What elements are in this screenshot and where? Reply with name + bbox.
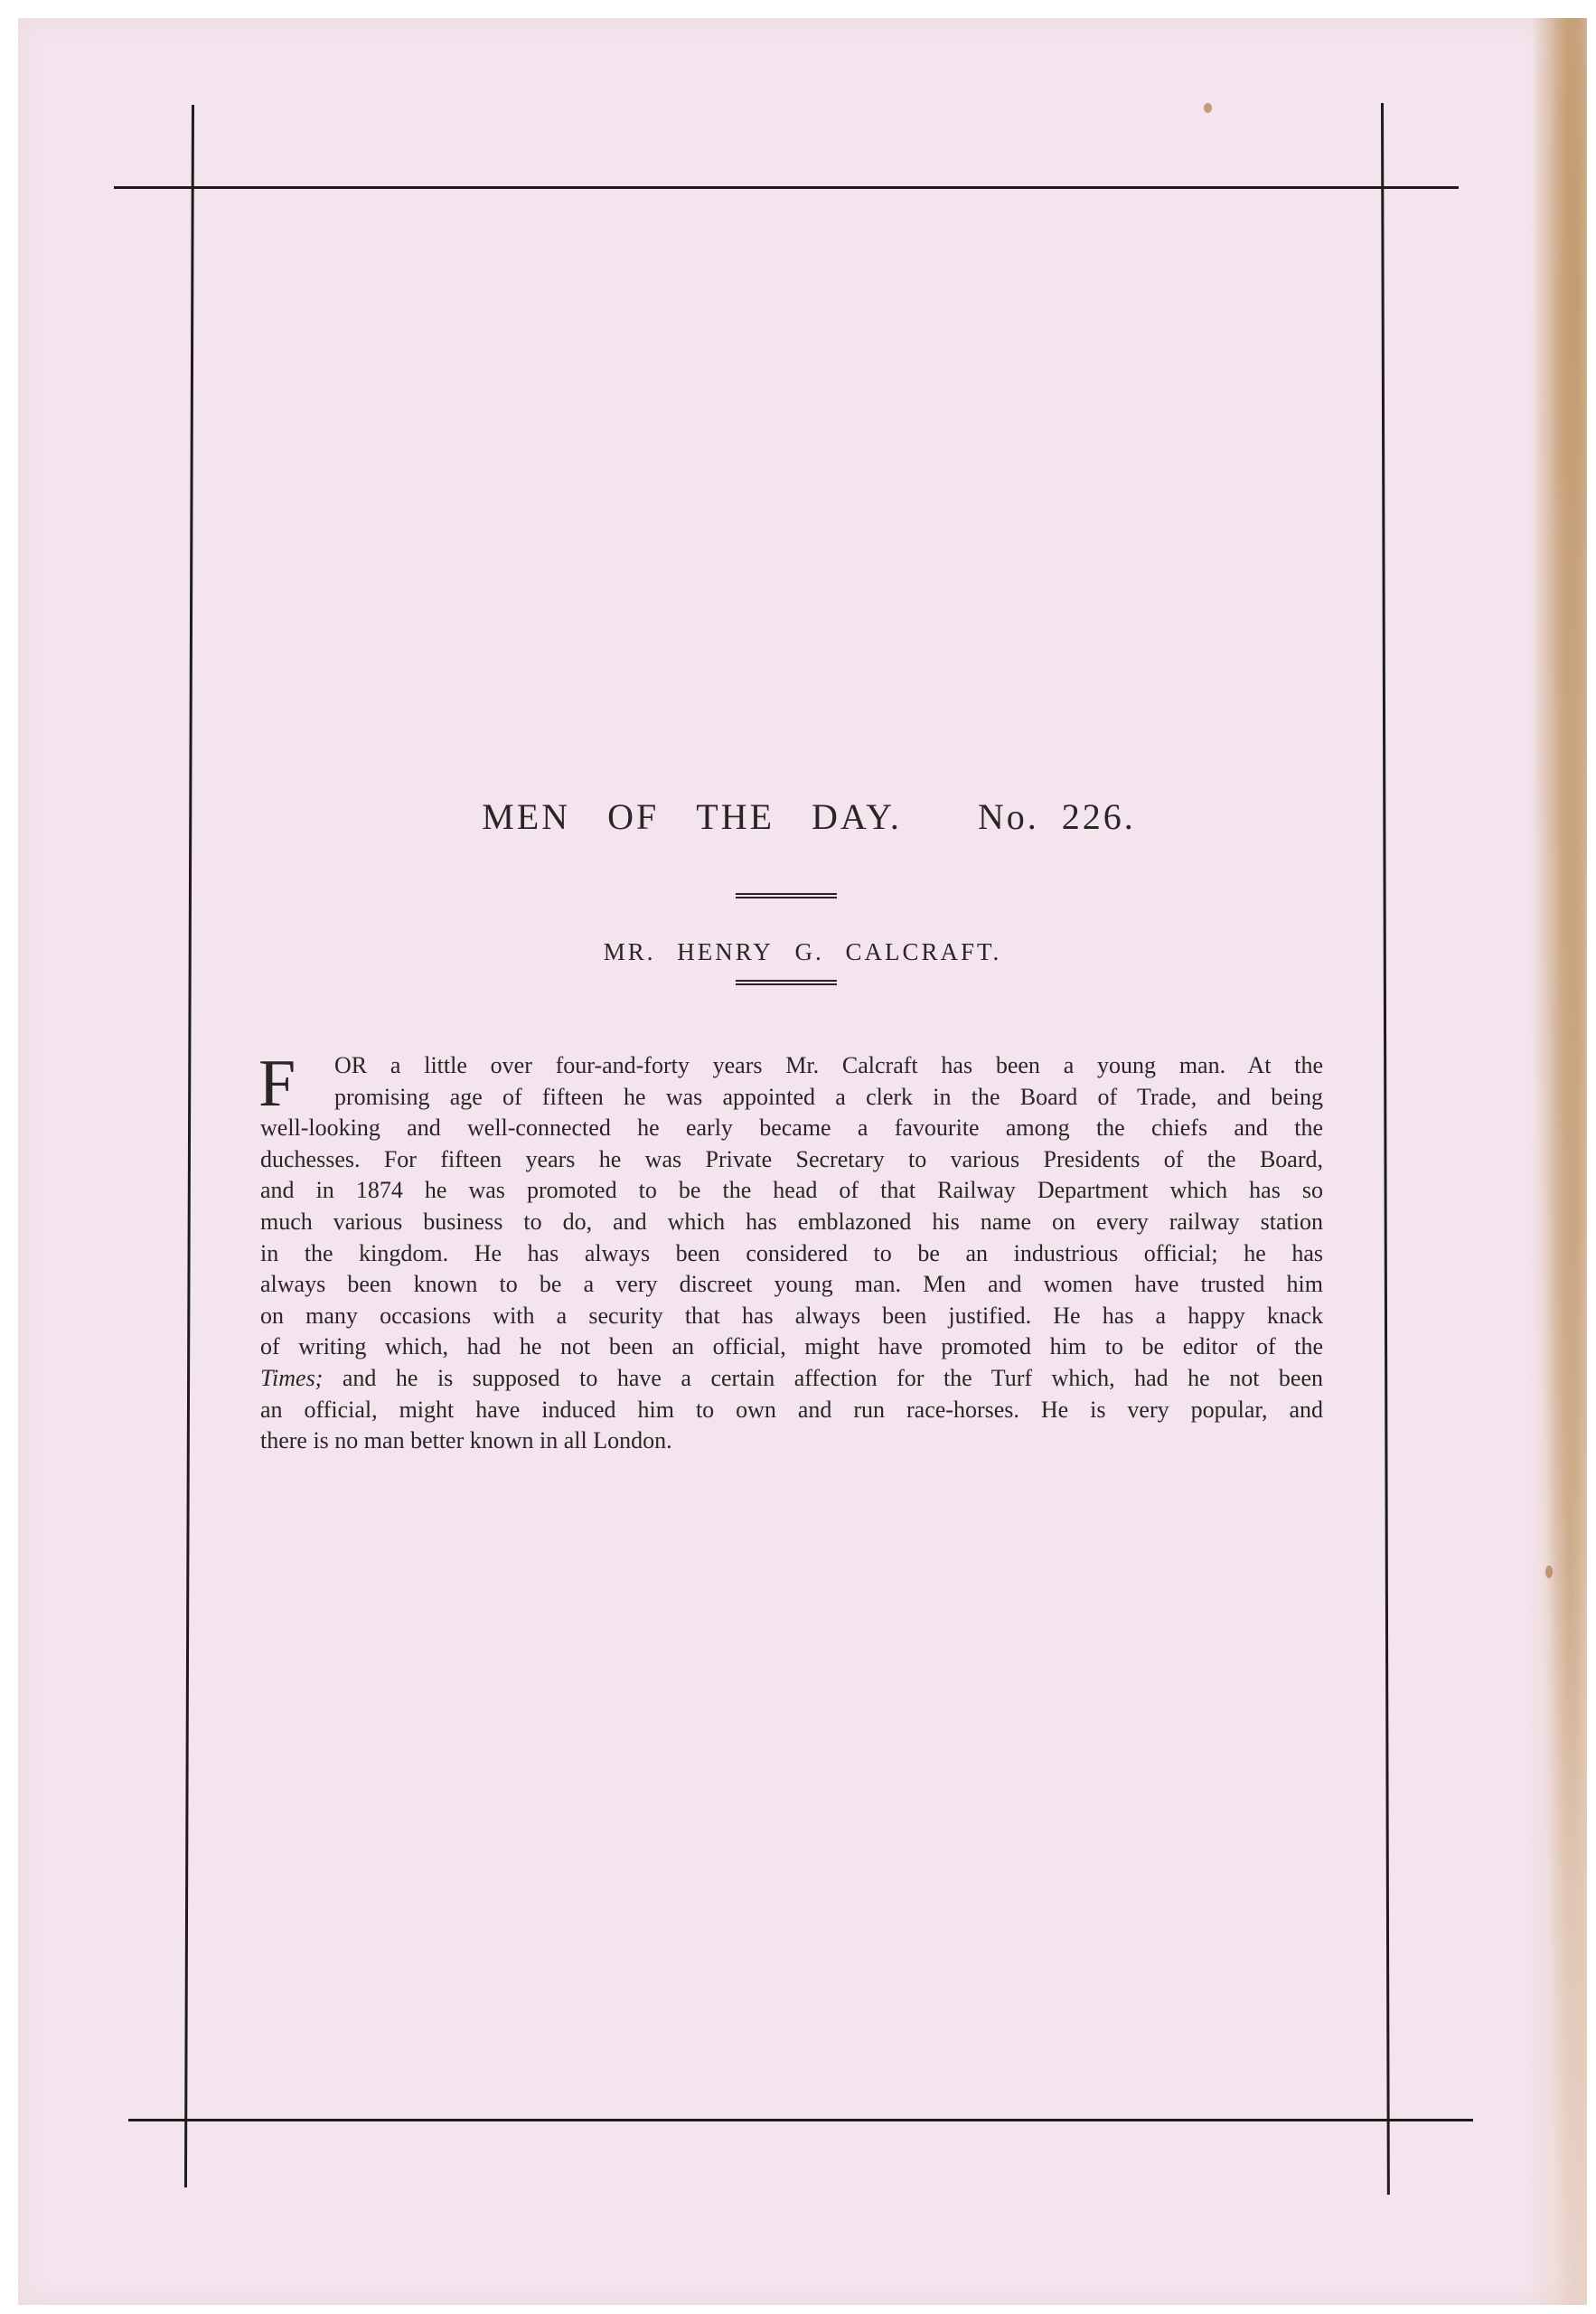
foxing-spot [1545, 1566, 1553, 1578]
article-line: promising age of fifteen he was appointed a clerk in the Board of Trade, and being [334, 1083, 1323, 1110]
paper-foxing [1524, 18, 1587, 2305]
frame-bottom-rule [128, 2119, 1473, 2121]
article-line: OR a little over four-and-forty years Mr. Calcraft has been a young man. At the [334, 1052, 1323, 1078]
subject-word: CALCRAFT. [845, 938, 1002, 965]
page-title [18, 795, 1587, 838]
article-line: in the kingdom. He has always been considered to be an industrious official; he has [260, 1239, 1323, 1266]
title-word: DAY. [812, 796, 902, 837]
frame-top-rule [114, 186, 1459, 189]
article-body [258, 1047, 1324, 1457]
foxing-spot [1204, 103, 1212, 113]
subject-name [18, 938, 1587, 966]
article-line: duchesses. For fifteen years he was Private Secretary to various Presidents of the Board, [260, 1145, 1323, 1172]
subject-double-rule [736, 980, 837, 985]
article-line: of writing which, had he not been an official, might have promoted him to be editor of the [260, 1333, 1323, 1360]
title-word: THE [696, 796, 775, 837]
frame-left-rule [184, 105, 194, 2187]
article-line: an official, might have induced him to own and run race-horses. He is very popular, and [260, 1396, 1323, 1423]
article-line: and in 1874 he was promoted to be the head of that Railway Department which has so [260, 1177, 1323, 1204]
subject-word: G. [794, 938, 824, 965]
article-line-rest: and he is supposed to have a certain affection for the Turf which, had he not been [342, 1364, 1324, 1391]
article-line: well-looking and well-connected he early became a favourite among the chiefs and the [260, 1115, 1323, 1142]
article-line: on many occasions with a security that has always been justified. He has a happy knack [260, 1302, 1323, 1329]
drop-cap: F [258, 1047, 296, 1121]
article-line [260, 1363, 1323, 1395]
article-line: much various business to do, and which has emblazoned his name on every railway station [260, 1208, 1323, 1235]
title-word: MEN [482, 796, 571, 837]
times-italic: Times; [260, 1364, 324, 1391]
subject-word: HENRY [677, 938, 774, 965]
article-line: always been known to be a very discreet young man. Men and women have trusted him [260, 1271, 1323, 1298]
page-sheet [18, 18, 1587, 2305]
issue-number: 226. [1061, 796, 1136, 837]
title-word: OF [607, 796, 660, 837]
issue-number-label: No. [977, 796, 1039, 837]
frame-right-rule [1381, 103, 1390, 2195]
article-line: there is no man better known in all London. [260, 1427, 672, 1454]
title-double-rule [736, 893, 837, 898]
subject-word: MR. [603, 938, 656, 965]
